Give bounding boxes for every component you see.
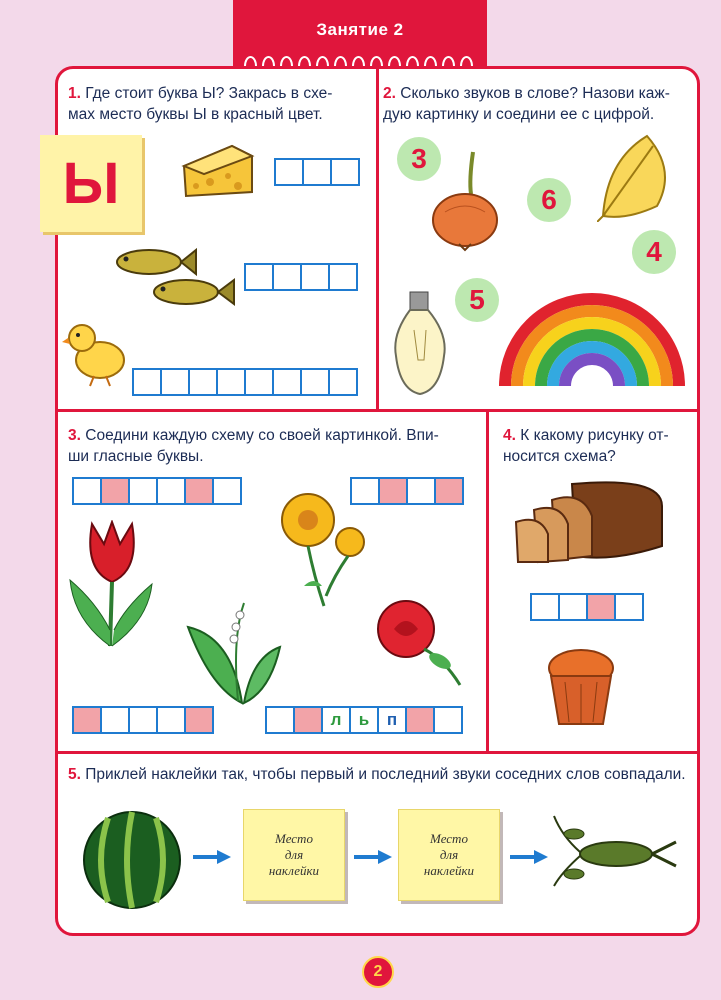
sticker-text: наклейки (423, 863, 475, 878)
scheme-cell-vowel[interactable] (295, 708, 323, 732)
word-scheme[interactable] (132, 368, 358, 396)
divider (486, 409, 489, 751)
scheme-cell[interactable] (302, 370, 330, 394)
task-number: 4. (503, 427, 516, 444)
scheme-cell[interactable] (408, 479, 436, 503)
task-number: 3. (68, 427, 81, 444)
scheme-cell[interactable] (246, 265, 274, 289)
task-number: 2. (383, 85, 396, 102)
task-text: К какому рисунку от- (520, 427, 669, 444)
scheme-cell[interactable] (332, 160, 358, 184)
divider (376, 69, 379, 409)
page-number: 2 (362, 956, 394, 988)
task-text: Приклей наклейки так, чтобы первый и последний звуки соседних слов совпадали. (85, 766, 686, 783)
bread-picture (512, 476, 666, 564)
arrow-right-icon (354, 850, 392, 864)
arrow-right-icon (510, 850, 548, 864)
task5-instructions (68, 764, 688, 785)
scheme-cell[interactable] (435, 708, 461, 732)
task-text: мах место буквы Ы в красный цвет. (68, 106, 323, 123)
scheme-cell[interactable] (134, 370, 162, 394)
word-scheme[interactable] (530, 593, 644, 621)
chrysanthemum-picture (264, 486, 368, 610)
watermelon-picture (80, 808, 184, 912)
scheme-cell-vowel[interactable] (102, 479, 130, 503)
lily-of-the-valley-picture (182, 597, 286, 707)
task-number: 5. (68, 766, 81, 783)
number-circle[interactable]: 3 (397, 137, 441, 181)
task-text: Соедини каждую схему со своей картинкой. Впи- (85, 427, 439, 444)
divider (58, 409, 697, 412)
scheme-cell-vowel[interactable] (588, 595, 616, 619)
scheme-cell[interactable] (158, 479, 186, 503)
sticker-text: Место (430, 831, 468, 846)
scheme-cell[interactable] (74, 479, 102, 503)
light-bulb-picture (388, 290, 452, 396)
tulip-picture (68, 520, 154, 648)
sticker-text: для (439, 847, 459, 862)
scheme-cell-vowel[interactable] (407, 708, 435, 732)
scheme-cell[interactable] (330, 370, 356, 394)
task-number: 1. (68, 85, 81, 102)
divider (58, 751, 697, 754)
chick-picture (62, 316, 132, 388)
scheme-cell[interactable] (560, 595, 588, 619)
task1-instructions (68, 83, 368, 125)
task-text: Где стоит буква Ы? Закрась в схе- (85, 85, 333, 102)
sticker-text: наклейки (268, 863, 320, 878)
scheme-cell[interactable] (246, 370, 274, 394)
word-scheme[interactable] (72, 477, 242, 505)
scheme-cell[interactable] (214, 479, 240, 503)
scheme-cell[interactable] (330, 265, 356, 289)
scheme-cell-letter[interactable]: ь (351, 708, 379, 732)
scheme-cell[interactable] (218, 370, 246, 394)
scheme-cell[interactable] (158, 708, 186, 732)
onion-picture (425, 150, 505, 252)
cupcake-picture (543, 646, 619, 728)
number-circle[interactable]: 4 (632, 230, 676, 274)
scheme-cell[interactable] (276, 160, 304, 184)
sticker-placeholder[interactable] (398, 809, 500, 901)
number-circle[interactable]: 6 (527, 178, 571, 222)
scheme-cell[interactable] (267, 708, 295, 732)
scheme-cell[interactable] (130, 479, 158, 503)
task-text: ши гласные буквы. (68, 448, 204, 465)
sticker-text: Место (275, 831, 313, 846)
word-scheme[interactable] (244, 263, 358, 291)
scheme-cell[interactable] (532, 595, 560, 619)
task-text: Сколько звуков в слове? Назови каж- (400, 85, 670, 102)
scheme-cell-vowel[interactable] (186, 708, 212, 732)
scheme-cell[interactable] (616, 595, 642, 619)
task2-instructions (383, 83, 693, 125)
scheme-cell-letter[interactable]: п (379, 708, 407, 732)
leaf-picture (597, 130, 681, 222)
rose-picture (370, 597, 464, 689)
word-scheme[interactable] (274, 158, 360, 186)
task4-instructions (503, 425, 683, 467)
task3-instructions (68, 425, 478, 467)
sticker-placeholder[interactable] (243, 809, 345, 901)
scheme-cell[interactable] (302, 265, 330, 289)
fish-picture (104, 236, 244, 316)
scheme-cell[interactable] (304, 160, 332, 184)
word-scheme[interactable] (72, 706, 214, 734)
scheme-cell-letter[interactable]: л (323, 708, 351, 732)
scheme-cell[interactable] (162, 370, 190, 394)
scheme-cell-vowel[interactable] (74, 708, 102, 732)
scheme-cell-vowel[interactable] (186, 479, 214, 503)
arrow-right-icon (193, 850, 231, 864)
scheme-cell-vowel[interactable] (436, 479, 462, 503)
scheme-cell[interactable] (190, 370, 218, 394)
scheme-cell-vowel[interactable] (380, 479, 408, 503)
scheme-cell[interactable] (102, 708, 130, 732)
lesson-title: Занятие 2 (316, 20, 404, 39)
cheese-picture (180, 142, 256, 200)
crayfish-picture (552, 812, 680, 890)
sticker-text: для (284, 847, 304, 862)
task-text: дую картинку и соедини ее с цифрой. (383, 106, 655, 123)
rainbow-picture (497, 282, 687, 388)
scheme-cell[interactable] (274, 265, 302, 289)
word-scheme[interactable] (265, 706, 463, 734)
number-circle[interactable]: 5 (455, 278, 499, 322)
scheme-cell[interactable] (130, 708, 158, 732)
task-text: носится схема? (503, 448, 616, 465)
letter-card: Ы (40, 135, 142, 232)
scheme-cell[interactable] (274, 370, 302, 394)
